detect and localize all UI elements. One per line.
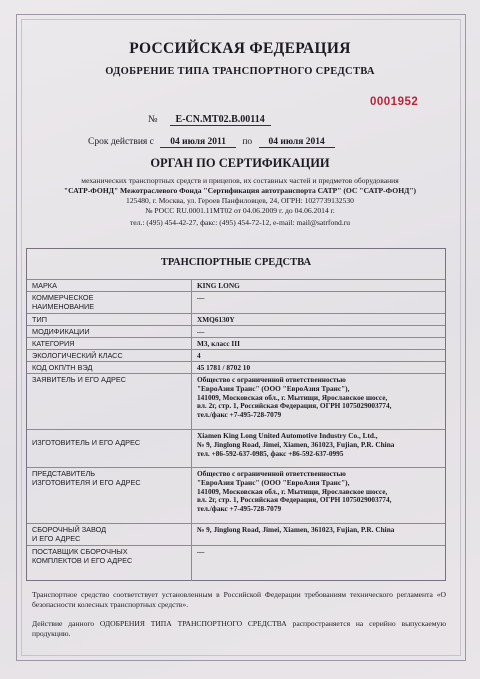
certification-body-title: ОРГАН ПО СЕРТИФИКАЦИИ xyxy=(150,156,330,170)
conformity-statement: Транспортное средство соответствует установленным в Российской Федерации требованиям технического регламента «О безопасности колесных транспортных средств». xyxy=(32,590,446,609)
country-title: РОССИЙСКАЯ ФЕДЕРАЦИЯ xyxy=(129,40,351,57)
row-value: — xyxy=(197,293,205,302)
row-value: KING LONG xyxy=(197,281,240,290)
table-row xyxy=(27,467,445,524)
table-row xyxy=(27,373,445,430)
row-value: — xyxy=(197,547,205,556)
row-value: 4 xyxy=(197,351,201,360)
row-label: КОД ОКП/ТН ВЭД xyxy=(32,363,93,372)
row-value: № 9, Jinglong Road, Jimei, Xiamen, 361023, Fujian, P.R. China xyxy=(197,525,395,534)
row-label: ИЗГОТОВИТЕЛЬ И ЕГО АДРЕС xyxy=(32,438,141,447)
row-label: СБОРОЧНЫЙ ЗАВОД И ЕГО АДРЕС xyxy=(32,525,107,543)
validity-row xyxy=(88,137,339,148)
row-label: ПОСТАВЩИК СБОРОЧНЫХ КОМПЛЕКТОВ И ЕГО АДРЕС xyxy=(32,547,133,565)
organ-line: тел.: (495) 454-42-27, факс: (495) 454-72-12, e-mail: mail@satrfond.ru xyxy=(129,218,351,227)
row-value: Общество с ограниченной ответственностью "ЕвроАзия Транс" (ООО "ЕвроАзия Транс"), 141009, Московская обл., г. Мытищи, Ярославское шоссе, вл. 2г, стр. 1, Российская Федерация, ОГРН 1075029003774, тел./факс +7-495-728-7079 xyxy=(197,469,392,514)
validity-statement: Действие данного ОДОБРЕНИЯ ТИПА ТРАНСПОРТНОГО СРЕДСТВА распространяется на серийно выпускаемую продукцию. xyxy=(32,619,446,638)
vehicles-table-title: ТРАНСПОРТНЫЕ СРЕДСТВА xyxy=(160,257,312,268)
document-title: ОДОБРЕНИЕ ТИПА ТРАНСПОРТНОГО СРЕДСТВА xyxy=(105,66,375,77)
row-value: — xyxy=(197,327,205,336)
row-value: XMQ6130Y xyxy=(197,315,235,324)
row-value: 45 1781 / 8702 10 xyxy=(197,363,251,372)
validity-to-label: по xyxy=(242,137,253,147)
row-value: Общество с ограниченной ответственностью "ЕвроАзия Транс" (ООО "ЕвроАзия Транс"), 141009, Московская обл., г. Мытищи, Ярославское шоссе, вл. 2г, стр. 1, Российская Федерация, ОГРН 1075029003774, тел./факс +7-495-728-7079 xyxy=(197,375,392,420)
approval-number: E-CN.MT02.B.00114 xyxy=(170,114,271,126)
table-row xyxy=(27,429,445,468)
organ-line: механических транспортных средств и прицепов, их составных частей и предметов оборудования xyxy=(81,176,399,185)
organ-line: "САТР-ФОНД" Межотраслевого Фонда "Сертификация автотранспорта САТР" (ОС "САТР-ФОНД") xyxy=(63,186,417,195)
row-label: КОММЕРЧЕСКОЕ НАИМЕНОВАНИЕ xyxy=(32,293,95,311)
row-value: M3, класс III xyxy=(197,339,240,348)
number-label: № xyxy=(148,114,158,125)
table-row xyxy=(27,523,445,546)
row-label: КАТЕГОРИЯ xyxy=(32,339,75,348)
table-row xyxy=(27,291,445,314)
row-label: ТИП xyxy=(32,315,47,324)
serial-number: 0001952 xyxy=(370,96,419,108)
row-label: МОДИФИКАЦИИ xyxy=(32,327,90,336)
row-label: МАРКА xyxy=(32,281,57,290)
approval-number-row xyxy=(148,114,271,126)
table-row xyxy=(27,545,445,581)
row-label: ЭКОЛОГИЧЕСКИЙ КЛАСС xyxy=(32,351,123,360)
validity-from-label: Срок действия с xyxy=(88,137,154,147)
row-label: ПРЕДСТАВИТЕЛЬ ИЗГОТОВИТЕЛЯ И ЕГО АДРЕС xyxy=(32,469,141,487)
validity-to-date: 04 июля 2014 xyxy=(259,137,335,148)
row-value: Xiamen King Long United Automotive Industry Co., Ltd., № 9, Jinglong Road, Jimei, Xiamen, 361023, Fujian, P.R. China тел. +86-592-637-0985, факс +86-592-637-0995 xyxy=(197,431,395,458)
vehicles-table xyxy=(26,248,446,581)
organ-line: 125480, г. Москва, ул. Героев Панфиловцев, 24, ОГРН: 1027739132530 xyxy=(126,196,354,205)
organ-line: № РОСС RU.0001.11MT02 от 04.06.2009 г. до 04.06.2014 г. xyxy=(145,206,335,215)
row-label: ЗАЯВИТЕЛЬ И ЕГО АДРЕС xyxy=(32,375,127,384)
validity-from-date: 04 июля 2011 xyxy=(160,137,236,148)
